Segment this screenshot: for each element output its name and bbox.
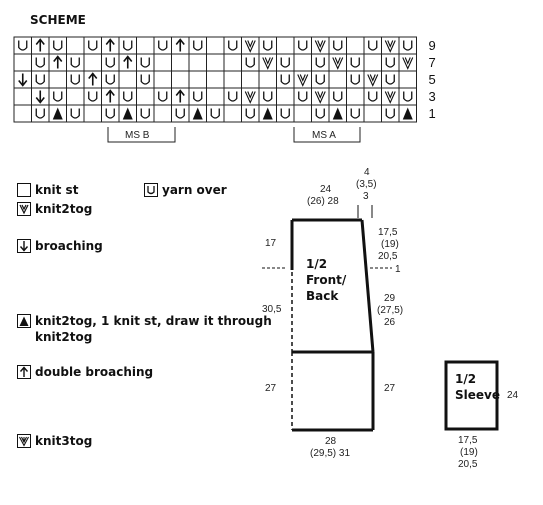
chart-cell bbox=[312, 88, 330, 105]
chart-cell bbox=[277, 54, 295, 71]
legend-yarn-over: yarn over bbox=[144, 182, 227, 198]
legend-knit3tog: knit3tog bbox=[17, 433, 92, 449]
front-back-outline bbox=[262, 205, 392, 430]
fb-top-width-2: (26) 28 bbox=[307, 196, 339, 207]
chart-cell bbox=[224, 54, 242, 71]
chart-cell bbox=[172, 54, 190, 71]
chart-cell bbox=[172, 88, 190, 105]
chart-cell bbox=[119, 54, 137, 71]
chart-cell bbox=[242, 88, 260, 105]
chart-cell bbox=[242, 71, 260, 88]
chart-cell bbox=[119, 71, 137, 88]
fb-shoulder-1: 4 bbox=[364, 167, 370, 178]
fb-right-top-1: 17,5 bbox=[378, 227, 398, 238]
chart-cell bbox=[84, 71, 102, 88]
chart-cell bbox=[347, 71, 365, 88]
chart-cell bbox=[84, 54, 102, 71]
chart-cell bbox=[347, 37, 365, 54]
chart-cell bbox=[207, 105, 225, 122]
chart-cell bbox=[189, 71, 207, 88]
chart-cell bbox=[84, 88, 102, 105]
chart-cell bbox=[67, 88, 85, 105]
chart-cell bbox=[49, 88, 67, 105]
chart-cell bbox=[312, 37, 330, 54]
chart-cell bbox=[224, 105, 242, 122]
chart-cell bbox=[154, 54, 172, 71]
scheme-title: SCHEME bbox=[30, 13, 86, 27]
double-broaching-icon bbox=[17, 365, 31, 379]
chart-row-number: 5 bbox=[428, 72, 436, 87]
chart-cell bbox=[277, 37, 295, 54]
chart-row-number: 7 bbox=[428, 55, 436, 70]
chart-cell bbox=[119, 105, 137, 122]
chart-row-number: 9 bbox=[428, 38, 436, 53]
ms-b-label: MS B bbox=[125, 130, 150, 141]
chart-cell bbox=[154, 37, 172, 54]
chart-cell bbox=[382, 105, 400, 122]
chart-cell bbox=[172, 37, 190, 54]
chart-cell bbox=[329, 54, 347, 71]
fb-right-mid-2: (27,5) bbox=[377, 305, 404, 316]
chart-cell bbox=[242, 54, 260, 71]
chart-cell bbox=[294, 54, 312, 71]
knit3tog-icon bbox=[17, 434, 31, 448]
chart-cell bbox=[259, 71, 277, 88]
chart-cell bbox=[119, 88, 137, 105]
ms-a-label: MS A bbox=[312, 130, 336, 141]
chart-cell bbox=[49, 105, 67, 122]
broaching-icon bbox=[17, 239, 31, 253]
chart-cell bbox=[207, 37, 225, 54]
chart-cell bbox=[32, 71, 50, 88]
chart-cell bbox=[207, 88, 225, 105]
chart-cell bbox=[154, 105, 172, 122]
chart-cell bbox=[312, 54, 330, 71]
chart-cell bbox=[399, 54, 417, 71]
legend-double-broaching: double broaching bbox=[17, 364, 153, 380]
fb-bottom-width-1: 28 bbox=[325, 436, 337, 447]
chart-cell bbox=[67, 71, 85, 88]
legend-knit2tog: knit2tog bbox=[17, 201, 92, 217]
chart-cell bbox=[364, 105, 382, 122]
chart-cell bbox=[294, 105, 312, 122]
chart-cell bbox=[154, 88, 172, 105]
chart-cell bbox=[32, 105, 50, 122]
fb-left-bottom: 27 bbox=[265, 383, 277, 394]
chart-cell bbox=[14, 105, 32, 122]
chart-cell bbox=[67, 54, 85, 71]
chart-cell bbox=[102, 88, 120, 105]
chart-cell bbox=[382, 37, 400, 54]
yarn-over-icon bbox=[144, 183, 158, 197]
chart-cell bbox=[399, 105, 417, 122]
chart-cell bbox=[102, 105, 120, 122]
chart-cell bbox=[382, 88, 400, 105]
chart-cell bbox=[242, 105, 260, 122]
chart-cell bbox=[277, 71, 295, 88]
knit2tog-draw-through-icon bbox=[17, 314, 31, 328]
fb-right-mid-3: 26 bbox=[384, 317, 396, 328]
chart-cell bbox=[277, 88, 295, 105]
chart-cell bbox=[119, 37, 137, 54]
fb-shoulder-3: 3 bbox=[363, 191, 369, 202]
chart-cell bbox=[49, 71, 67, 88]
chart-cell bbox=[189, 88, 207, 105]
sleeve-width-1: 17,5 bbox=[458, 435, 478, 446]
legend-broaching: broaching bbox=[17, 238, 103, 254]
chart-cell bbox=[277, 105, 295, 122]
chart-cell bbox=[137, 37, 155, 54]
chart-cell bbox=[399, 71, 417, 88]
chart-cell bbox=[382, 71, 400, 88]
chart-cell bbox=[364, 88, 382, 105]
fb-right-top-3: 20,5 bbox=[378, 251, 398, 262]
chart-cell bbox=[32, 88, 50, 105]
knit2tog-icon bbox=[17, 202, 31, 216]
chart-cell bbox=[382, 54, 400, 71]
chart-cell bbox=[347, 105, 365, 122]
sleeve-label: 1/2 Sleeve bbox=[455, 372, 500, 402]
chart-cell bbox=[137, 54, 155, 71]
chart-cell bbox=[14, 88, 32, 105]
chart-cell bbox=[347, 88, 365, 105]
fb-right-top-2: (19) bbox=[381, 239, 399, 250]
chart-cell bbox=[207, 54, 225, 71]
chart-cell bbox=[49, 54, 67, 71]
chart-cell bbox=[364, 54, 382, 71]
chart-cell bbox=[399, 37, 417, 54]
knit-stitch-icon bbox=[17, 183, 31, 197]
chart-cell bbox=[294, 88, 312, 105]
legend-knit-st: knit st bbox=[17, 182, 78, 198]
chart-cell bbox=[137, 71, 155, 88]
chart-cell bbox=[84, 105, 102, 122]
chart-cell bbox=[102, 54, 120, 71]
legend-k2tog-draw: knit2tog, 1 knit st, draw it through knit2tog bbox=[17, 313, 272, 345]
chart-row-number: 1 bbox=[428, 106, 436, 121]
chart-cell bbox=[84, 37, 102, 54]
sleeve-width-3: 20,5 bbox=[458, 459, 478, 470]
chart-cell bbox=[32, 37, 50, 54]
chart-cell bbox=[347, 54, 365, 71]
fb-right-mid-1: 29 bbox=[384, 293, 396, 304]
chart-cell bbox=[137, 88, 155, 105]
fb-armhole-height: 17 bbox=[265, 238, 277, 249]
chart-cell bbox=[189, 37, 207, 54]
chart-cell bbox=[224, 37, 242, 54]
chart-cell bbox=[32, 54, 50, 71]
chart-cell bbox=[294, 37, 312, 54]
chart-cell bbox=[189, 105, 207, 122]
chart-cell bbox=[259, 105, 277, 122]
fb-left-mid: 30,5 bbox=[262, 304, 282, 315]
chart-cell bbox=[329, 105, 347, 122]
chart-cell bbox=[312, 71, 330, 88]
chart-row-number: 3 bbox=[428, 89, 436, 104]
chart-cell bbox=[294, 71, 312, 88]
fb-bottom-width-2: (29,5) 31 bbox=[310, 448, 351, 459]
chart-cell bbox=[14, 54, 32, 71]
chart-cell bbox=[67, 105, 85, 122]
chart-cell bbox=[242, 37, 260, 54]
fb-shoulder-2: (3,5) bbox=[356, 179, 377, 190]
chart-cell bbox=[49, 37, 67, 54]
fb-marker: 1 bbox=[395, 264, 401, 275]
chart-row-numbers bbox=[429, 38, 436, 121]
chart-cell bbox=[259, 54, 277, 71]
chart-cell bbox=[399, 88, 417, 105]
chart-cell bbox=[172, 71, 190, 88]
chart-cell bbox=[67, 37, 85, 54]
chart-cell bbox=[14, 37, 32, 54]
sleeve-width-2: (19) bbox=[460, 447, 478, 458]
front-back-label: 1/2 Front/ Back bbox=[306, 257, 347, 303]
chart-cell bbox=[329, 71, 347, 88]
chart-cell bbox=[259, 88, 277, 105]
sleeve-height: 24 bbox=[507, 390, 519, 401]
chart-cell bbox=[172, 105, 190, 122]
chart-cell bbox=[102, 71, 120, 88]
chart-cell bbox=[189, 54, 207, 71]
chart-cell bbox=[312, 105, 330, 122]
chart-cell bbox=[137, 105, 155, 122]
chart-cell bbox=[329, 37, 347, 54]
fb-right-bottom: 27 bbox=[384, 383, 396, 394]
chart-cell bbox=[259, 37, 277, 54]
chart-cell bbox=[364, 71, 382, 88]
chart-cell bbox=[154, 71, 172, 88]
chart-cell bbox=[329, 88, 347, 105]
chart-cell bbox=[14, 71, 32, 88]
fb-top-width-1: 24 bbox=[320, 184, 332, 195]
chart-cell bbox=[102, 37, 120, 54]
chart-cell bbox=[224, 88, 242, 105]
chart-cell bbox=[207, 71, 225, 88]
chart-cell bbox=[224, 71, 242, 88]
chart-cell bbox=[364, 37, 382, 54]
stitch-chart-grid bbox=[14, 37, 417, 122]
